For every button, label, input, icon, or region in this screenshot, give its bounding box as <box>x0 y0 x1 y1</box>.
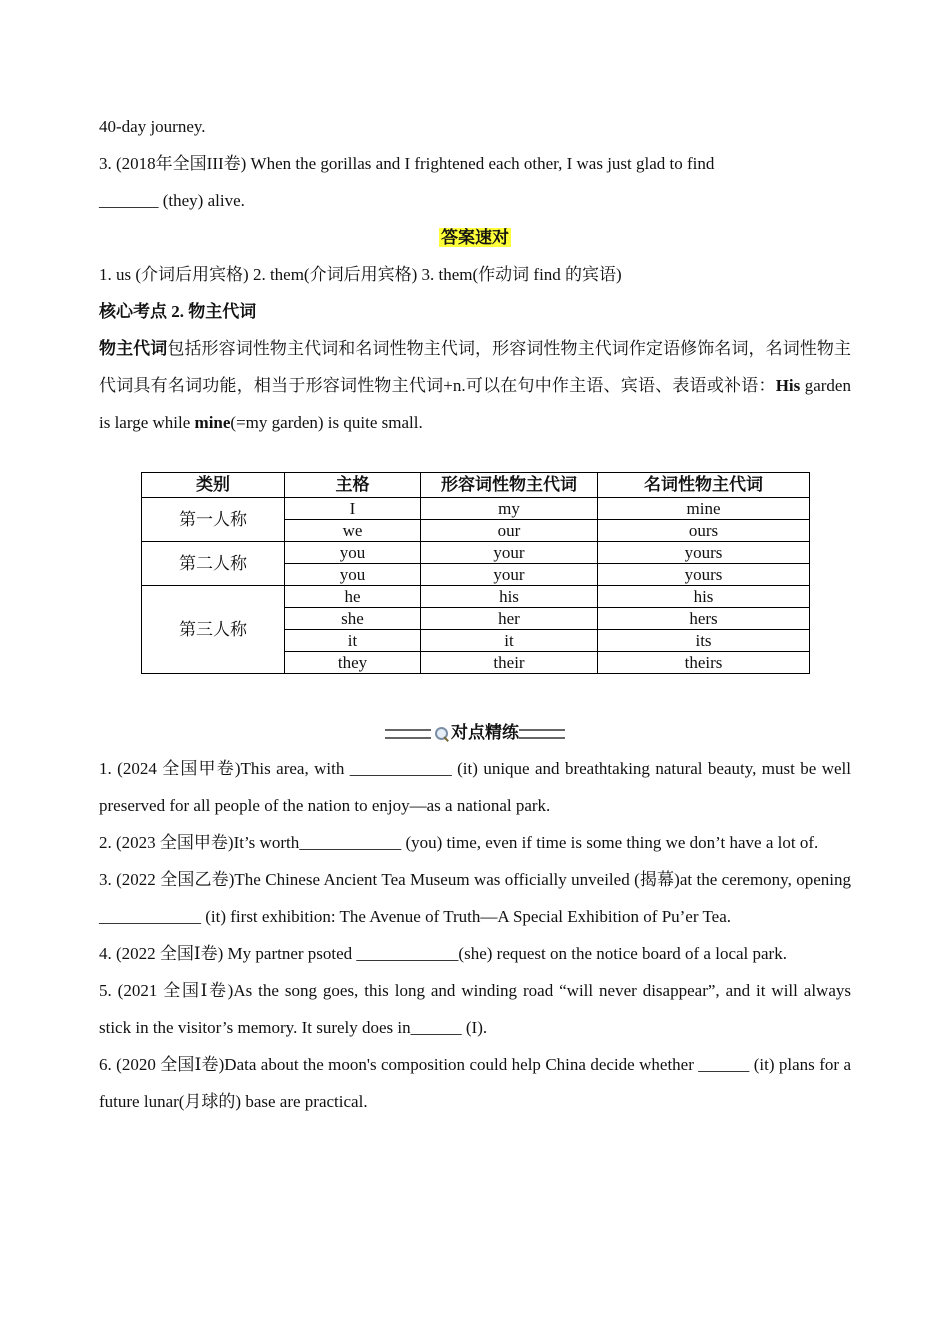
table-cell: you <box>285 542 421 564</box>
page-content <box>99 108 851 441</box>
answer-line: 1. us (介词后用宾格) 2. them(介词后用宾格) 3. them(作动词 find 的宾语) <box>99 265 622 284</box>
definition-text: 包括形容词性物主代词和名词性物主代词，形容词性物主代词作定语修饰名词，名词性物主代词具有名词功能，相当于形容词性物主代词+n.可以在句中作主语、宾语、表语或补语： <box>99 339 852 395</box>
decorative-rule <box>519 729 565 739</box>
text-line: _______ (they) alive. <box>99 191 245 210</box>
table-cell: yours <box>598 564 810 586</box>
category-cell: 第二人称 <box>142 542 285 586</box>
example-mid: garden is large while <box>99 376 851 432</box>
table-cell: they <box>285 652 421 674</box>
table-cell: ours <box>598 520 810 542</box>
table-cell: its <box>598 630 810 652</box>
table-cell: our <box>421 520 598 542</box>
practice-heading: 对点精练 <box>451 723 519 742</box>
example-mine: mine <box>194 413 231 432</box>
exercise-item: 2. (2023 全国甲卷)It’s worth____________ (you) time, even if time is some thing we don’t have a lot of. <box>99 833 819 852</box>
table-cell: hers <box>598 608 810 630</box>
table-cell: it <box>421 630 598 652</box>
exercise-item: 1. (2024 全国甲卷)This area, with ____________ (it) unique and breathtaking natural beauty, must be well preserved for all people of the nation to enjoy—as a national park. <box>99 759 851 815</box>
category-cell: 第三人称 <box>142 586 285 674</box>
table-row <box>142 542 810 564</box>
table-cell: her <box>421 608 598 630</box>
text-line: 40-day journey. <box>99 117 206 136</box>
table-cell: your <box>421 542 598 564</box>
table-cell: I <box>285 498 421 520</box>
magnifier-icon <box>433 725 449 743</box>
table-cell: she <box>285 608 421 630</box>
table-cell: my <box>421 498 598 520</box>
table-cell: his <box>421 586 598 608</box>
table-cell: we <box>285 520 421 542</box>
example-his: His <box>775 376 801 395</box>
table-cell: mine <box>598 498 810 520</box>
table-cell: theirs <box>598 652 810 674</box>
table-header-row <box>142 473 810 498</box>
exercise-item: 4. (2022 全国Ⅰ卷) My partner psoted ____________(she) request on the notice board of a local park. <box>99 944 787 963</box>
table-cell: it <box>285 630 421 652</box>
exercise-item: 5. (2021 全国Ⅰ卷)As the song goes, this long and winding road “will never disappear”, and it will always stick in the visitor’s memory. It surely does in______ (I). <box>99 981 851 1037</box>
table-cell: you <box>285 564 421 586</box>
pronoun-table <box>141 472 810 674</box>
table-cell: he <box>285 586 421 608</box>
text-line: 3. (2018年全国III卷) When the gorillas and I frightened each other, I was just glad to find <box>99 154 715 173</box>
table-header: 名词性物主代词 <box>598 473 810 498</box>
pronoun-table-wrapper <box>141 472 809 674</box>
core-heading: 核心考点 2. 物主代词 <box>99 302 257 321</box>
exercise-list <box>99 750 851 1120</box>
table-header: 主格 <box>285 473 421 498</box>
example-end: (=my garden) is quite small. <box>230 413 423 432</box>
definition-term: 物主代词 <box>99 339 168 358</box>
table-row <box>142 498 810 520</box>
table-row <box>142 586 810 608</box>
exercise-item: 6. (2020 全国Ⅰ卷)Data about the moon's composition could help China decide whether ______ (it) plans for a future lunar(月球的) base are practical. <box>99 1055 851 1111</box>
answer-heading-line <box>99 219 851 256</box>
exercise-item: 3. (2022 全国乙卷)The Chinese Ancient Tea Museum was officially unveiled (揭幕)at the ceremony, opening ____________ (it) first exhibition: The Avenue of Truth—A Special Exhibition of Pu’er Tea. <box>99 870 851 926</box>
practice-section-title <box>99 718 851 748</box>
table-header: 形容词性物主代词 <box>421 473 598 498</box>
category-cell: 第一人称 <box>142 498 285 542</box>
table-cell: yours <box>598 542 810 564</box>
table-cell: their <box>421 652 598 674</box>
table-cell: his <box>598 586 810 608</box>
definition-paragraph <box>99 330 851 441</box>
table-header: 类别 <box>142 473 285 498</box>
answer-heading: 答案速对 <box>441 228 509 247</box>
decorative-rule <box>385 729 431 739</box>
table-cell: your <box>421 564 598 586</box>
